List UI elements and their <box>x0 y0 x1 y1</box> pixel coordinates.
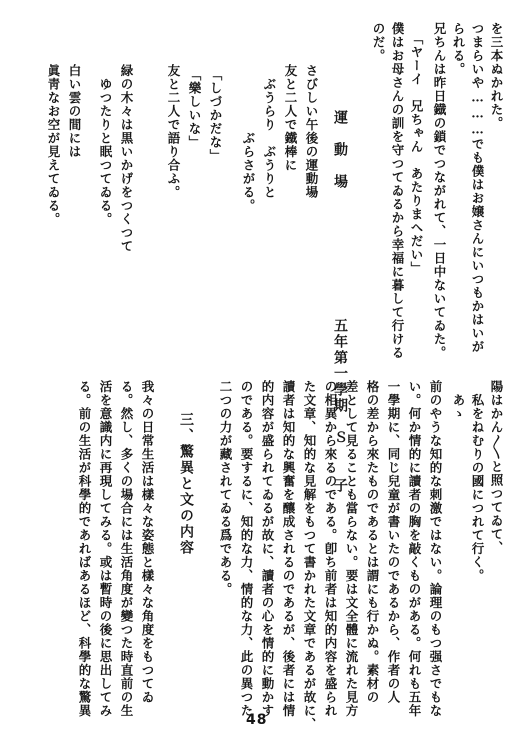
top-line-5: 「ヤーイ 兄ちゃん あたりまへだい」 <box>409 32 424 275</box>
page-number: 48 <box>246 712 268 728</box>
bottom-line-8: 差として見ることも當らない。要は文全體に流れた見方 <box>344 380 359 718</box>
top-line-14: 「樂しいな」 <box>187 68 202 149</box>
bottom-line-18: 活を意識内に再現してみる。或は暫時の後に思出してみ <box>98 380 113 718</box>
bottom-line-9: の相異から來るのである。卽ち前者は知的内容を盛られ <box>323 380 338 718</box>
bottom-line-7: 格の差から來たものであるとは謂にも行かぬ。素材の <box>365 380 380 704</box>
bottom-line-17: る。然し、多くの場合には生活角度が變つた時直前の生 <box>119 380 134 718</box>
poem-title: 運 動 場 五年第一學期 Ｓ 子 <box>332 110 348 494</box>
bottom-line-2: 私をねむりの國につれて行く。 <box>470 380 485 583</box>
bottom-line-4: 前のやうな知的な刺激ではない。論理のもつ强さでもな <box>428 380 443 718</box>
bottom-line-5: い。何か情的に讀者の胸を敲くものがある。何れも五年 <box>407 380 422 718</box>
bottom-line-19: る。前の生活が科學的であればあるほど、科學的な驚異 <box>77 380 92 718</box>
top-line-15: 友と二人で語り合ふ。 <box>166 64 181 199</box>
top-line-16: 緑の木々は黒いかげをつくつて <box>119 64 134 253</box>
top-line-3: られる。 <box>451 22 466 76</box>
top-line-13: 「しづかだな」 <box>208 68 223 163</box>
top-line-4: 兄ちんは昨日鐡の鎖でつながれて、一日中ないてゐた。 <box>432 22 447 360</box>
bottom-line-11: 讀者は知的な興奮を釀成されるのであるが、後者には情 <box>281 380 296 718</box>
bottom-line-13: のである。要するに、知的な力、情的な力、此の異つた <box>239 380 254 718</box>
bottom-line-12: 的内容が盛られてゐるが故に、讀者の心を情的に動かす <box>260 380 275 718</box>
top-line-19: 眞靑なお空が見えてゐる。 <box>46 64 61 226</box>
bottom-line-3: あゝ <box>451 380 466 421</box>
top-line-9: さびしい午後の運動場 <box>304 64 319 199</box>
bottom-line-6: 一學期に、同じ兒童が書いたのであるから、作者の人 <box>386 380 401 704</box>
top-line-7: のだ。 <box>371 22 386 63</box>
top-line-11: ぶうらり ぶうりと <box>262 64 277 199</box>
bottom-line-14: 二つの力が藏されてゐる爲である。 <box>218 380 233 596</box>
top-line-2: つまらいや………でも僕はお嬢さんにいつもかはいが <box>470 22 485 354</box>
top-line-1: を三本ぬかれた。 <box>489 22 504 130</box>
section-heading: 三、驚異と文の内容 <box>178 412 194 556</box>
bottom-line-1: 陽はかん〱と照つてゐて、 <box>489 380 504 555</box>
top-line-10: 友と二人で鐵棒に <box>283 64 298 172</box>
bottom-line-16: 我々の日常生活は樣々な姿態と樣々な角度をもつてゐ <box>140 380 155 704</box>
top-line-18: 白い雲の間には <box>67 64 82 159</box>
top-line-17: ゆつたりと眠つてゐる。 <box>98 64 113 226</box>
top-line-12: ぶらさがる。 <box>241 64 256 213</box>
bottom-line-10: た文章、知的な見解をもつて書かれた文章であるが故に、 <box>302 380 317 731</box>
top-line-6: 僕はお母さんの訓を守つてゐるから幸福に暮して行ける <box>390 22 405 360</box>
